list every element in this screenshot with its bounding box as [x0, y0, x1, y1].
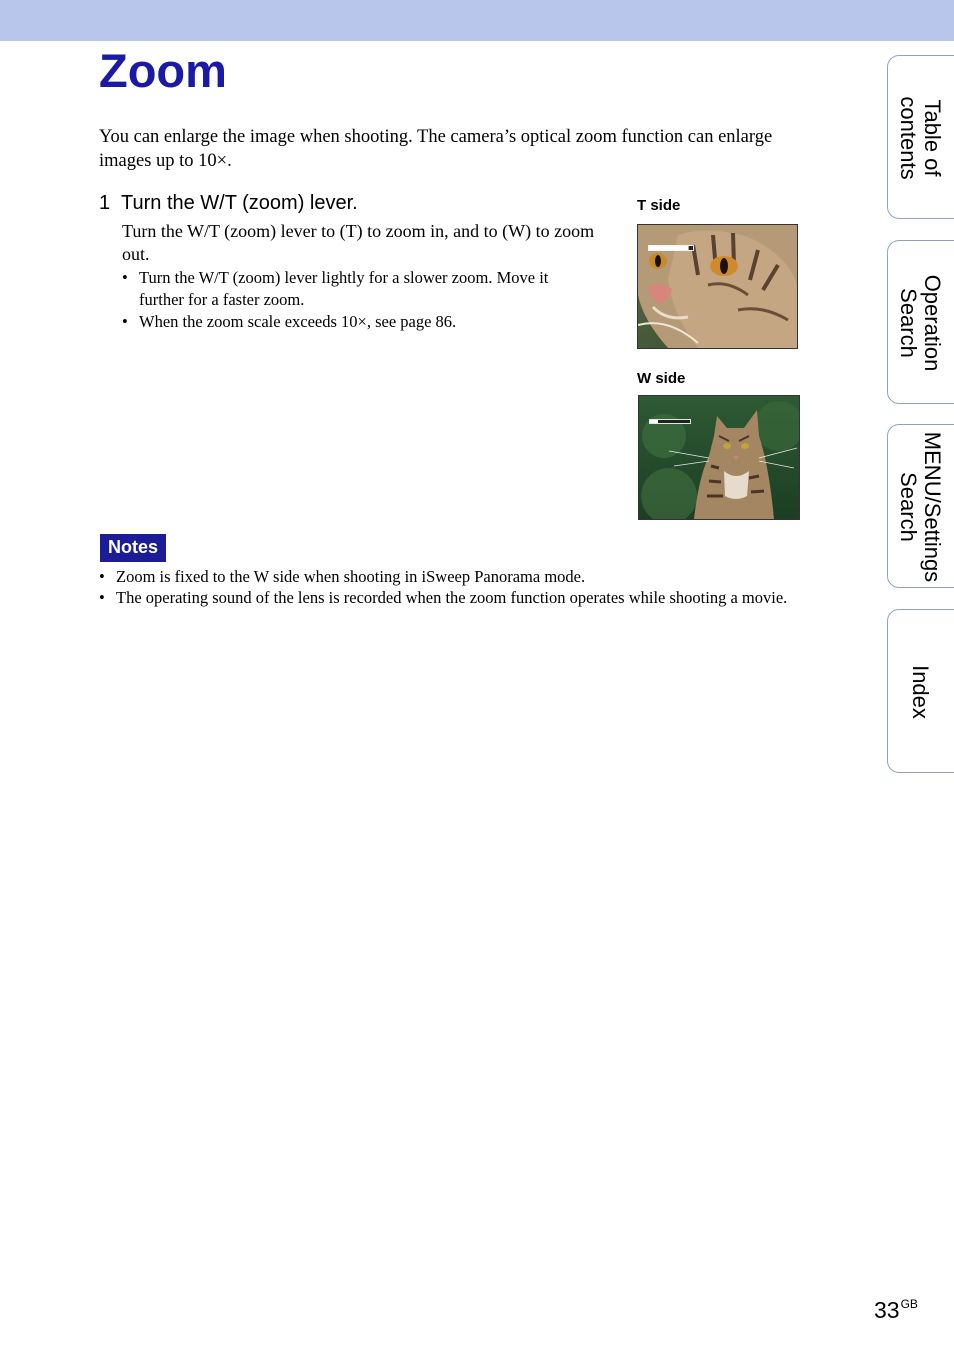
top-color-bar — [0, 0, 954, 41]
t-side-zoom-indicator — [648, 245, 694, 251]
page-number-suffix: GB — [900, 1297, 918, 1311]
tab-label: MENU/Settings Search — [896, 431, 945, 583]
tab-menu-settings-search[interactable] — [887, 424, 954, 588]
tab-label: Index — [908, 665, 933, 719]
page-number — [874, 1290, 918, 1324]
note-item: • Zoom is fixed to the W side when shooting in iSweep Panorama mode. — [99, 566, 844, 587]
w-side-zoom-indicator — [649, 419, 691, 424]
step-bullet: • When the zoom scale exceeds 10×, see page 86. — [122, 311, 592, 333]
step-bullet-list — [122, 267, 592, 333]
step-number: 1 — [99, 192, 111, 214]
t-side-cat-photo — [637, 224, 798, 349]
step-heading-text: Turn the W/T (zoom) lever. — [121, 192, 358, 214]
t-side-label: T side — [637, 197, 681, 214]
tab-label: Table of contents — [896, 96, 945, 180]
w-side-label: W side — [637, 370, 686, 387]
intro-paragraph: You can enlarge the image when shooting. The camera’s optical zoom function can enlarge images up to 10×. — [99, 127, 773, 171]
tab-label: Operation Search — [896, 274, 945, 372]
tab-index[interactable] — [887, 609, 954, 773]
w-side-cat-photo — [638, 395, 800, 520]
tab-operation-search[interactable] — [887, 240, 954, 404]
notes-list — [99, 566, 844, 608]
note-item: • The operating sound of the lens is recorded when the zoom function operates while shooting a movie. — [99, 587, 844, 608]
step-body: Turn the W/T (zoom) lever to (T) to zoom in, and to (W) to zoom out. — [122, 221, 595, 264]
step-bullet: • Turn the W/T (zoom) lever lightly for a slower zoom. Move it further for a faster zoom. — [122, 267, 592, 310]
notes-badge: Notes — [100, 534, 166, 562]
tab-table-of-contents[interactable] — [887, 55, 954, 219]
page-title: Zoom — [99, 44, 227, 97]
step-heading — [99, 190, 358, 216]
page-number-value: 33 — [874, 1297, 900, 1323]
